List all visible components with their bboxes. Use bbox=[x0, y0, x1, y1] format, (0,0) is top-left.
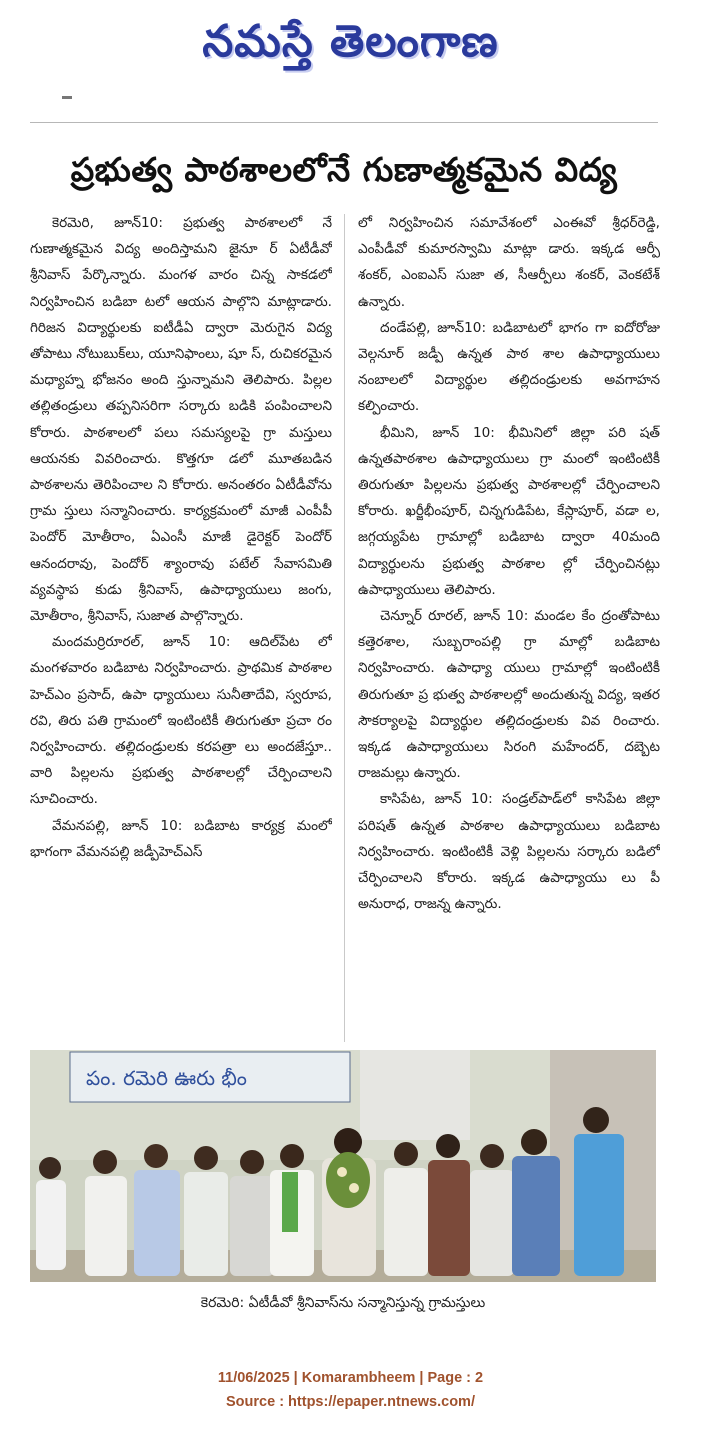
newspaper-logo: నమస్తే తెలంగాణ bbox=[202, 16, 499, 67]
article-paragraph: వేమనపల్లి, జూన్ 10: బడిబాట కార్యక్ర మంలో భాగంగా వేమనపల్లి జడ్పీహెచ్‌ఎస్ bbox=[30, 817, 332, 860]
article-paragraph: చెన్నూర్ రూరల్, జూన్ 10: మండల కేం ద్రంతోపాటు కత్తెరశాల, సుబ్బరాంపల్లి గ్రా మాల్లో బడిబాట నిర్వహించారు. ఉపాధ్యా యులు గ్రామాల్లో ఇంటింటికీ తిరుగుతూ ప్ర భుత్వ పాఠశాలల్లో అందుతున్న విద్య, ఇతర సౌకర్యాలపై విద్యార్థుల తల్లిదండ్రులకు వివ రించారు. ఇక్కడ ఉపాధ్యాయులు సిరంగి మహేందర్, దబ్బెట రాజమల్లు ఉన్నారు. bbox=[358, 608, 660, 782]
article-paragraph: దండేపల్లి, జూన్10: బడిబాటలో భాగం గా ఐదోరోజు వెల్గనూర్ జడ్పీ ఉన్నత పాఠ శాల ఉపాధ్యాయులు నంబాలలో విద్యార్థుల తల్లిదండ్రులకు అవగాహన కల్పించారు. bbox=[358, 319, 660, 415]
article-paragraph: మందమర్రిరూరల్, జూన్ 10: ఆదిల్‌పేట లో మంగళవారం బడిబాట నిర్వహించారు. ప్రాథమిక పాఠశాల హెచ్‌ఎం ప్రసాద్, ఉపా ధ్యాయులు సునీతాదేవి, స్వరూప, రవి, తిరు పతి గ్రామంలో ఇంటింటికీ తిరుగుతూ ప్రచా రం నిర్వహించారు. తల్లిదండ్రులకు కరపత్రా లు అందజేస్తూ.. వారి పిల్లలను ప్రభుత్వ పాఠశాలల్లో చేర్పించాలని సూచించారు. bbox=[30, 634, 332, 808]
article-body bbox=[30, 210, 660, 1046]
article-column-right bbox=[358, 210, 660, 1046]
article-paragraph: కెరమెరి, జూన్10: ప్రభుత్వ పాఠశాలలో నే గుణాత్మకమైన విద్య అందిస్తామని జైనూ ర్ ఏటీడీవో శ్రీనివాస్ పేర్కొన్నారు. మంగళ వారం చిన్న సాకడలో నిర్వహించిన బడిబా టలో ఆయన పాల్గొని మాట్లాడారు. గిరిజన విద్యార్థులకు ఐటీడీఏ ద్వారా మెరుగైన విద్య తోపాటు నోటుబుక్‌లు, యూనిఫాంలు, షూ స్, రుచికరమైన మధ్యాహ్న భోజనం అంది స్తున్నామని తెలిపారు. పిల్లల తల్లితండ్రులు తప్పనిసరిగా సర్కారు బడికి పంపించాలని కోరారు. పాఠశాలలో పలు సమస్యలపై గ్రా మస్తులు ఆయనకు వివరించారు. కొత్తగూ డలో మూతబడిన పాఠశాలను తెరిపించాల ని కోరారు. అనంతరం ఏటీడీవోను గ్రామ స్తులు సన్మానించారు. కార్యక్రమంలో మాజీ ఎంపీపీ పెందోర్ మోతీరాం, ఏఎంసీ మాజీ డైరెక్టర్ పెందోర్ ఆనందరావు, పెందోర్ శ్యాంరావు పటేల్ సేవాసమితి వ్యవస్థాప కుడు శ్రీనివాస్, ఉపాధ్యాయులు జంగు, మోతీరాం, శ్రీనివాస్, సుజాత పాల్గొన్నారు. bbox=[30, 215, 332, 625]
edition-info: 11/06/2025 | Komarambheem | Page : 2 bbox=[217, 1370, 484, 1386]
article-headline: ప్రభుత్వ పాఠశాలలోనే గుణాత్మకమైన విద్య bbox=[70, 150, 618, 189]
article-column-left bbox=[30, 210, 332, 1046]
photo-caption: కెరమెరి: ఏటీడీవో శ్రీనివాస్‌ను సన్మానిస్తున్న గ్రామస్తులు bbox=[200, 1295, 486, 1311]
article-paragraph: భీమిని, జూన్ 10: భీమినిలో జిల్లా పరి షత్ ఉన్నతపాఠశాల ఉపాధ్యాయులు గ్రా మంలో ఇంటింటికీ తిరుగుతూ పిల్లలను ప్రభుత్వ పాఠశాలల్లో చేర్పించాలని కోరారు. ఖర్జీభీంపూర్, చిన్నగుడిపేట, కేస్లాపూర్, వడా ల, జగ్గయ్యపేట గ్రామాల్లో బడిబాట ద్వారా 40మంది విద్యార్థులను ప్రభుత్వ పాఠశాల ల్లో చేర్పించినట్లు ఉపాధ్యాయులు తెలిపారు. bbox=[358, 424, 660, 598]
article-paragraph: లో నిర్వహించిన సమావేశంలో ఎంఈవో శ్రీధర్‌రెడ్డి, ఎంపీడీవో కుమారస్వామి మాట్లా డారు. ఇక్కడ ఆర్పీ శంకర్, ఎంఐఎస్ సుజా త, సీఆర్పీలు శంకర్, వెంకటేశ్ ఉన్నారు. bbox=[358, 215, 660, 310]
article-paragraph: కాసిపేట, జూన్ 10: సండ్రల్‌పాడ్‌లో కాసిపేట జిల్లా పరిషత్ ఉన్నత పాఠశాల ఉపాధ్యాయులు బడిబాట నిర్వహించారు. ఇంటింటికీ వెళ్లి పిల్లలను సర్కారు బడిలో చేర్పించాలని కోరారు. ఇక్కడ ఉపాధ్యాయు లు పీ అనురాధ, రాజన్న ఉన్నారు. bbox=[358, 791, 660, 913]
news-photo bbox=[30, 1050, 656, 1282]
masthead-divider bbox=[30, 122, 658, 123]
column-divider bbox=[344, 214, 345, 1042]
separator-mark bbox=[62, 96, 72, 99]
building-sign-text: పం. రమెరి ఊరు భీం bbox=[86, 1066, 247, 1090]
group-photo-illustration bbox=[30, 1050, 656, 1282]
source-link[interactable]: Source : https://epaper.ntnews.com/ bbox=[226, 1394, 475, 1410]
masthead bbox=[0, 8, 701, 76]
